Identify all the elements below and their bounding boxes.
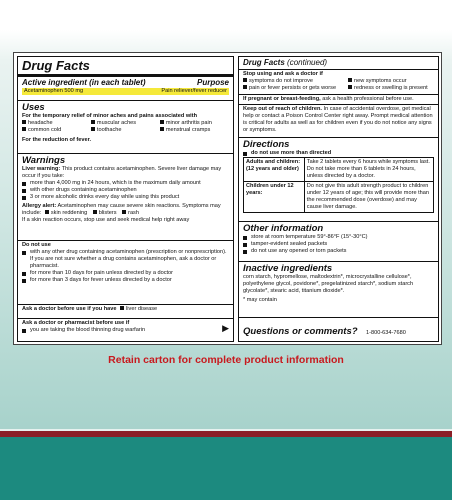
active-ingredient-value: Acetaminophen 500 mg	[24, 88, 84, 94]
ask-doctor-heading: Ask a doctor before use if you have	[22, 306, 117, 312]
allergy-alert-label: Allergy alert:	[22, 203, 57, 209]
do-not-use-heading: Do not use	[22, 242, 51, 248]
retain-carton-note: Retain carton for complete product information	[108, 354, 344, 366]
warnings-heading: Warnings	[22, 155, 66, 166]
list-item: with other drugs containing acetaminophen	[22, 187, 229, 194]
ask-pharmacist-heading: Ask a doctor or pharmacist before use if	[22, 320, 130, 326]
list-item: you are taking the blood thinning drug warfarin	[22, 327, 229, 334]
pregnant-label: If pregnant or breast-feeding,	[243, 96, 321, 102]
directions-section	[239, 138, 438, 222]
list-item: common cold	[22, 127, 91, 134]
table-cell: Children under 12 years:	[244, 182, 305, 213]
allergy-after-text: If a skin reaction occurs, stop use and seek medical help right away	[22, 217, 190, 223]
keep-out-text: In case of accidental overdose, get medical help or contact a Poison Control Center right away. Prompt medical attention is critical for adults as well as for children even if you do not notice any signs or symptoms.	[243, 106, 433, 133]
ask-pharmacist-section	[18, 319, 233, 336]
table-cell: Take 2 tablets every 6 hours while symptoms last. Do not take more than 6 tablets in 24 hours, unless directed by a doctor.	[304, 158, 433, 182]
continue-arrow-icon: ▶	[222, 323, 229, 333]
list-item: store at room temperature 59°-86°F (15°-30°C)	[243, 234, 434, 241]
list-item: more than 4,000 mg in 24 hours, which is the maximum daily amount	[22, 180, 229, 187]
active-ingredient-purpose: Pain reliever/fever reducer	[161, 88, 227, 94]
uses-heading: Uses	[22, 102, 45, 113]
liver-warning-label: Liver warning:	[22, 166, 61, 172]
other-information-section	[239, 222, 438, 262]
drug-facts-left-column	[17, 56, 234, 342]
list-item: new symptoms occur	[348, 78, 434, 85]
inactive-ingredients-heading: Inactive ingredients	[243, 263, 333, 274]
questions-heading: Questions or comments?	[243, 326, 358, 337]
drug-facts-title: Drug Facts	[22, 58, 90, 73]
pregnant-text: ask a health professional before use.	[322, 96, 414, 102]
uses-list	[22, 120, 229, 134]
continued-suffix: (continued)	[287, 58, 328, 67]
list-item: liver disease	[126, 306, 158, 312]
uses-section	[18, 101, 233, 154]
table-cell: Adults and children: (12 years and older)	[244, 158, 305, 182]
list-item: symptoms do not improve	[243, 78, 348, 85]
list-item: blisters	[98, 210, 117, 216]
questions-phone: 1-800-634-7680	[366, 330, 406, 336]
teal-band	[0, 437, 452, 500]
directions-note: do not use more than directed	[243, 150, 434, 157]
table-row	[244, 158, 434, 182]
drug-facts-right-column	[238, 56, 439, 342]
list-item: with any other drug containing acetaminophen (prescription or nonprescription). If you are not sure whether a drug contains acetaminophen, ask a doctor or pharmacist.	[22, 249, 229, 270]
list-item: skin reddening	[50, 210, 88, 216]
ask-doctor-section	[18, 305, 233, 319]
keep-out-label: Keep out of reach of children.	[243, 106, 322, 112]
list-item: redness or swelling is present	[348, 85, 434, 92]
active-ingredient-row	[22, 88, 229, 95]
list-item: rash	[128, 210, 139, 216]
directions-heading: Directions	[243, 139, 290, 150]
continued-title: Drug Facts	[243, 58, 285, 67]
list-item: headache	[22, 120, 91, 127]
top-background-swoosh	[0, 0, 452, 32]
liver-warning-text: This product contains acetaminophen. Severe liver damage may occur if you take:	[22, 166, 222, 179]
warnings-section	[18, 154, 233, 241]
list-item: tamper-evident sealed packets	[243, 241, 434, 248]
stop-using-section	[239, 57, 438, 138]
do-not-use-section	[18, 241, 233, 305]
inactive-ingredients-section	[239, 262, 438, 318]
list-item: minor arthritis pain	[160, 120, 229, 127]
list-item: toothache	[91, 127, 160, 134]
allergy-alert-text: Acetaminophen may cause severe skin reactions. Symptoms may include:	[22, 203, 221, 216]
inactive-ingredients-text: corn starch, hypromellose, maltodextrin*, microcrystalline cellulose*, polyethylene glycol, povidone*, pregelatinized starch*, sodium starch glycolate*, stearic acid, titanium dioxide*.	[243, 274, 414, 294]
active-ingredient-heading: Active ingredient (in each tablet)	[22, 78, 146, 87]
other-information-heading: Other information	[243, 223, 324, 234]
table-cell: Do not give this adult strength product to children under 12 years of age; this will provide more than the recommended dose (overdose) and may cause liver damage.	[304, 182, 433, 213]
list-item: menstrual cramps	[160, 127, 229, 134]
drug-facts-panel	[13, 52, 442, 345]
table-row	[244, 182, 434, 213]
stop-using-heading: Stop using and ask a doctor if	[243, 71, 323, 77]
inactive-ingredients-note: * may contain	[243, 297, 277, 303]
list-item: pain or fever persists or gets worse	[243, 85, 348, 92]
list-item: do not use any opened or torn packets	[243, 248, 434, 255]
list-item: for more than 3 days for fever unless directed by a doctor	[22, 277, 229, 284]
list-item: 3 or more alcoholic drinks every day while using this product	[22, 194, 229, 201]
purpose-heading: Purpose	[196, 78, 229, 87]
questions-section	[239, 318, 438, 341]
list-item: for more than 10 days for pain unless directed by a doctor	[22, 270, 229, 277]
uses-intro: For the temporary relief of minor aches and pains associated with	[22, 113, 198, 119]
active-ingredient-section	[18, 57, 233, 101]
uses-fever: For the reduction of fever.	[22, 137, 91, 143]
list-item: muscular aches	[91, 120, 160, 127]
directions-table	[243, 157, 434, 213]
